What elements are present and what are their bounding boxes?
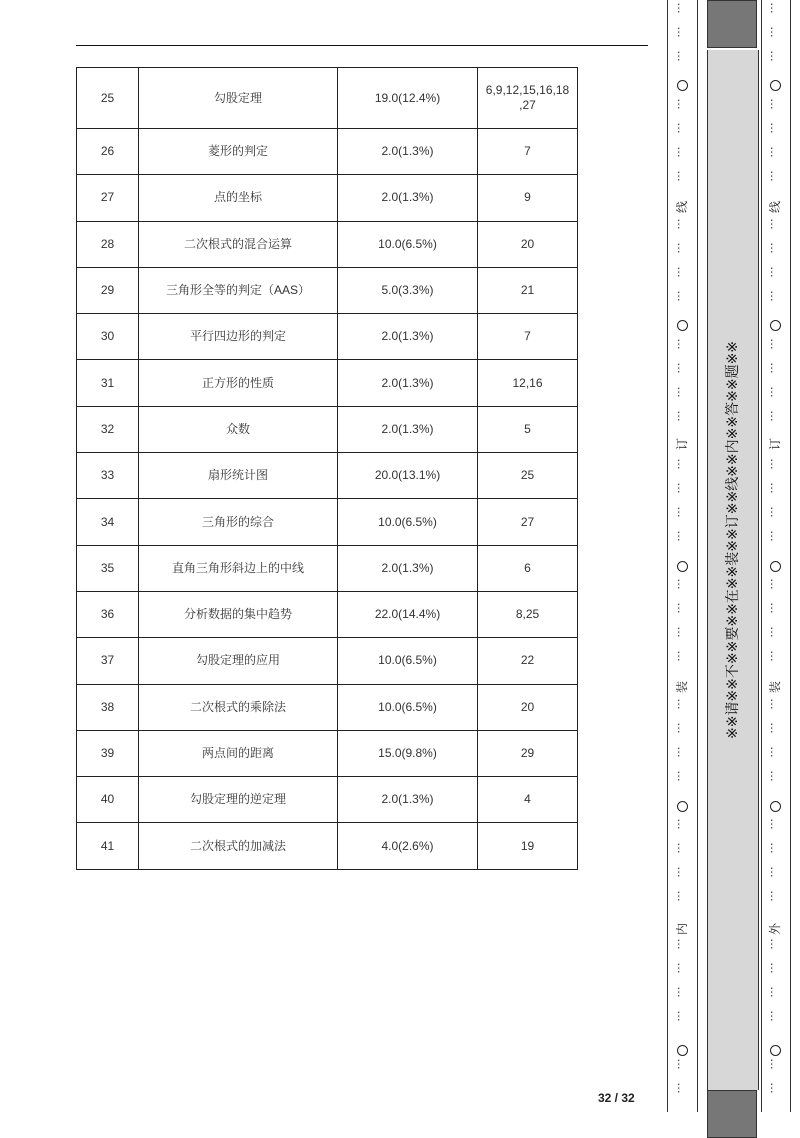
dotted-segment: …	[768, 746, 782, 758]
item-numbers-cell: 21	[478, 267, 578, 313]
dotted-segment: …	[675, 626, 689, 638]
knowledge-point-cell: 平行四边形的判定	[139, 314, 338, 360]
table-row	[77, 591, 578, 637]
dotted-segment: …	[675, 650, 689, 662]
dotted-segment: …	[675, 98, 689, 110]
dotted-segment: …	[768, 122, 782, 134]
table-row	[77, 638, 578, 684]
score-cell: 15.0(9.8%)	[338, 730, 478, 776]
row-number-cell: 26	[77, 129, 139, 175]
dotted-segment: …	[675, 218, 689, 230]
knowledge-point-table	[76, 67, 578, 870]
item-numbers-cell: 12,16	[478, 360, 578, 406]
row-number-cell: 39	[77, 730, 139, 776]
outer-right-line	[790, 0, 791, 1112]
knowledge-point-cell: 分析数据的集中趋势	[139, 591, 338, 637]
header-rule	[76, 45, 648, 46]
score-cell: 10.0(6.5%)	[338, 638, 478, 684]
dotted-segment: …	[675, 842, 689, 854]
binding-label: 订	[768, 438, 782, 451]
table-row	[77, 175, 578, 221]
dotted-segment: …	[675, 890, 689, 902]
binding-hole-mark	[677, 801, 688, 812]
dotted-segment: …	[768, 458, 782, 470]
dotted-segment: …	[768, 482, 782, 494]
dotted-segment: …	[768, 2, 782, 14]
dotted-segment: …	[768, 722, 782, 734]
binding-top-block	[707, 0, 757, 48]
knowledge-point-cell: 二次根式的混合运算	[139, 221, 338, 267]
table-row	[77, 314, 578, 360]
dotted-segment: …	[675, 1082, 689, 1094]
dotted-segment: …	[675, 50, 689, 62]
dotted-segment: …	[768, 26, 782, 38]
dotted-segment: …	[768, 770, 782, 782]
row-number-cell: 36	[77, 591, 139, 637]
dotted-segment: …	[768, 818, 782, 830]
dotted-segment: …	[768, 842, 782, 854]
row-number-cell: 27	[77, 175, 139, 221]
dotted-segment: …	[768, 962, 782, 974]
binding-label: 订	[675, 438, 689, 451]
dotted-segment: …	[768, 386, 782, 398]
row-number-cell: 40	[77, 777, 139, 823]
score-cell: 4.0(2.6%)	[338, 823, 478, 869]
inner-left-line	[667, 0, 668, 1112]
score-cell: 2.0(1.3%)	[338, 777, 478, 823]
table-row	[77, 406, 578, 452]
knowledge-point-cell: 众数	[139, 406, 338, 452]
knowledge-point-cell: 扇形统计图	[139, 453, 338, 499]
dotted-segment: …	[675, 722, 689, 734]
dotted-segment: …	[675, 866, 689, 878]
dotted-segment: …	[675, 818, 689, 830]
dotted-segment: …	[675, 266, 689, 278]
score-cell: 19.0(12.4%)	[338, 68, 478, 129]
item-numbers-cell: 19	[478, 823, 578, 869]
score-cell: 2.0(1.3%)	[338, 545, 478, 591]
score-cell: 2.0(1.3%)	[338, 175, 478, 221]
dotted-segment: …	[675, 290, 689, 302]
dotted-segment: …	[675, 386, 689, 398]
score-cell: 20.0(13.1%)	[338, 453, 478, 499]
item-numbers-cell: 8,25	[478, 591, 578, 637]
binding-label: 装	[675, 681, 689, 694]
dotted-segment: …	[675, 482, 689, 494]
binding-label: 外	[768, 923, 782, 936]
binding-hole-mark	[677, 320, 688, 331]
dotted-segment: …	[768, 290, 782, 302]
knowledge-point-cell: 勾股定理	[139, 68, 338, 129]
knowledge-point-cell: 勾股定理的应用	[139, 638, 338, 684]
dotted-segment: …	[768, 146, 782, 158]
dotted-segment: …	[675, 746, 689, 758]
score-cell: 2.0(1.3%)	[338, 314, 478, 360]
knowledge-point-cell: 三角形全等的判定（AAS）	[139, 267, 338, 313]
knowledge-point-cell: 菱形的判定	[139, 129, 338, 175]
binding-hole-mark	[770, 801, 781, 812]
knowledge-point-cell: 两点间的距离	[139, 730, 338, 776]
dotted-segment: …	[675, 1058, 689, 1070]
binding-warning-text: ※※请※※不※※要※※在※※装※※订※※线※※内※※答※※题※※	[725, 340, 741, 740]
dotted-segment: …	[675, 698, 689, 710]
outer-left-line	[761, 0, 762, 1112]
row-number-cell: 28	[77, 221, 139, 267]
dotted-segment: …	[768, 362, 782, 374]
table-row	[77, 68, 578, 129]
item-numbers-cell: 7	[478, 129, 578, 175]
score-cell: 2.0(1.3%)	[338, 360, 478, 406]
score-cell: 10.0(6.5%)	[338, 499, 478, 545]
item-numbers-cell: 27	[478, 499, 578, 545]
row-number-cell: 41	[77, 823, 139, 869]
dotted-segment: …	[675, 122, 689, 134]
page-number: 32 / 32	[598, 1091, 635, 1105]
row-number-cell: 25	[77, 68, 139, 129]
binding-hole-mark	[677, 80, 688, 91]
dotted-segment: …	[768, 170, 782, 182]
outer-dotted-line	[767, 0, 783, 1112]
score-cell: 5.0(3.3%)	[338, 267, 478, 313]
table-row	[77, 221, 578, 267]
row-number-cell: 38	[77, 684, 139, 730]
table-row	[77, 777, 578, 823]
row-number-cell: 32	[77, 406, 139, 452]
table-row	[77, 129, 578, 175]
score-cell: 2.0(1.3%)	[338, 406, 478, 452]
binding-label: 内	[675, 923, 689, 936]
item-numbers-cell: 20	[478, 684, 578, 730]
item-numbers-cell: 5	[478, 406, 578, 452]
dotted-segment: …	[768, 530, 782, 542]
table-row	[77, 823, 578, 869]
dotted-segment: …	[675, 146, 689, 158]
dotted-segment: …	[768, 218, 782, 230]
dotted-segment: …	[675, 986, 689, 998]
item-numbers-cell: 4	[478, 777, 578, 823]
row-number-cell: 29	[77, 267, 139, 313]
binding-label: 装	[768, 681, 782, 694]
row-number-cell: 37	[77, 638, 139, 684]
row-number-cell: 31	[77, 360, 139, 406]
dotted-segment: …	[768, 1058, 782, 1070]
row-number-cell: 33	[77, 453, 139, 499]
table-row	[77, 730, 578, 776]
table-row	[77, 499, 578, 545]
binding-hole-mark	[677, 1045, 688, 1056]
dotted-segment: …	[768, 1010, 782, 1022]
table-row	[77, 684, 578, 730]
table-row	[77, 360, 578, 406]
binding-label: 线	[675, 201, 689, 214]
item-numbers-cell: 6	[478, 545, 578, 591]
dotted-segment: …	[768, 890, 782, 902]
dotted-segment: …	[675, 26, 689, 38]
dotted-segment: …	[768, 266, 782, 278]
dotted-segment: …	[675, 578, 689, 590]
knowledge-point-cell: 点的坐标	[139, 175, 338, 221]
binding-hole-mark	[677, 561, 688, 572]
dotted-segment: …	[675, 458, 689, 470]
dotted-segment: …	[675, 938, 689, 950]
dotted-segment: …	[768, 506, 782, 518]
dotted-segment: …	[768, 98, 782, 110]
item-numbers-cell: 20	[478, 221, 578, 267]
knowledge-point-cell: 三角形的综合	[139, 499, 338, 545]
dotted-segment: …	[768, 938, 782, 950]
inner-right-line	[697, 0, 698, 1112]
dotted-segment: …	[768, 578, 782, 590]
dotted-segment: …	[675, 962, 689, 974]
dotted-segment: …	[768, 866, 782, 878]
binding-hole-mark	[770, 561, 781, 572]
dotted-segment: …	[675, 2, 689, 14]
knowledge-point-cell: 二次根式的乘除法	[139, 684, 338, 730]
dotted-segment: …	[675, 362, 689, 374]
binding-hole-mark	[770, 80, 781, 91]
item-numbers-cell: 25	[478, 453, 578, 499]
dotted-segment: …	[675, 1010, 689, 1022]
inner-dotted-line	[674, 0, 690, 1112]
dotted-segment: …	[768, 602, 782, 614]
dotted-segment: …	[768, 50, 782, 62]
binding-label: 线	[768, 201, 782, 214]
binding-hole-mark	[770, 320, 781, 331]
dotted-segment: …	[675, 506, 689, 518]
binding-hole-mark	[770, 1045, 781, 1056]
item-numbers-cell: 7	[478, 314, 578, 360]
item-numbers-cell: 22	[478, 638, 578, 684]
dotted-segment: …	[768, 650, 782, 662]
knowledge-point-cell: 二次根式的加减法	[139, 823, 338, 869]
dotted-segment: …	[768, 410, 782, 422]
dotted-segment: …	[768, 242, 782, 254]
knowledge-point-cell: 勾股定理的逆定理	[139, 777, 338, 823]
dotted-segment: …	[675, 170, 689, 182]
item-numbers-cell: 9	[478, 175, 578, 221]
dotted-segment: …	[768, 986, 782, 998]
knowledge-point-cell: 直角三角形斜边上的中线	[139, 545, 338, 591]
dotted-segment: …	[768, 1082, 782, 1094]
score-cell: 10.0(6.5%)	[338, 684, 478, 730]
row-number-cell: 35	[77, 545, 139, 591]
row-number-cell: 30	[77, 314, 139, 360]
table-row	[77, 545, 578, 591]
table-row	[77, 453, 578, 499]
score-cell: 10.0(6.5%)	[338, 221, 478, 267]
dotted-segment: …	[675, 242, 689, 254]
score-cell: 22.0(14.4%)	[338, 591, 478, 637]
dotted-segment: …	[675, 530, 689, 542]
table-row	[77, 267, 578, 313]
score-cell: 2.0(1.3%)	[338, 129, 478, 175]
dotted-segment: …	[675, 338, 689, 350]
binding-bottom-block	[707, 1090, 757, 1138]
dotted-segment: …	[675, 410, 689, 422]
dotted-segment: …	[768, 626, 782, 638]
dotted-segment: …	[675, 770, 689, 782]
item-numbers-cell: 29	[478, 730, 578, 776]
knowledge-point-cell: 正方形的性质	[139, 360, 338, 406]
dotted-segment: …	[768, 698, 782, 710]
dotted-segment: …	[675, 602, 689, 614]
dotted-segment: …	[768, 338, 782, 350]
row-number-cell: 34	[77, 499, 139, 545]
item-numbers-cell: 6,9,12,15,16,18 ,27	[478, 68, 578, 129]
